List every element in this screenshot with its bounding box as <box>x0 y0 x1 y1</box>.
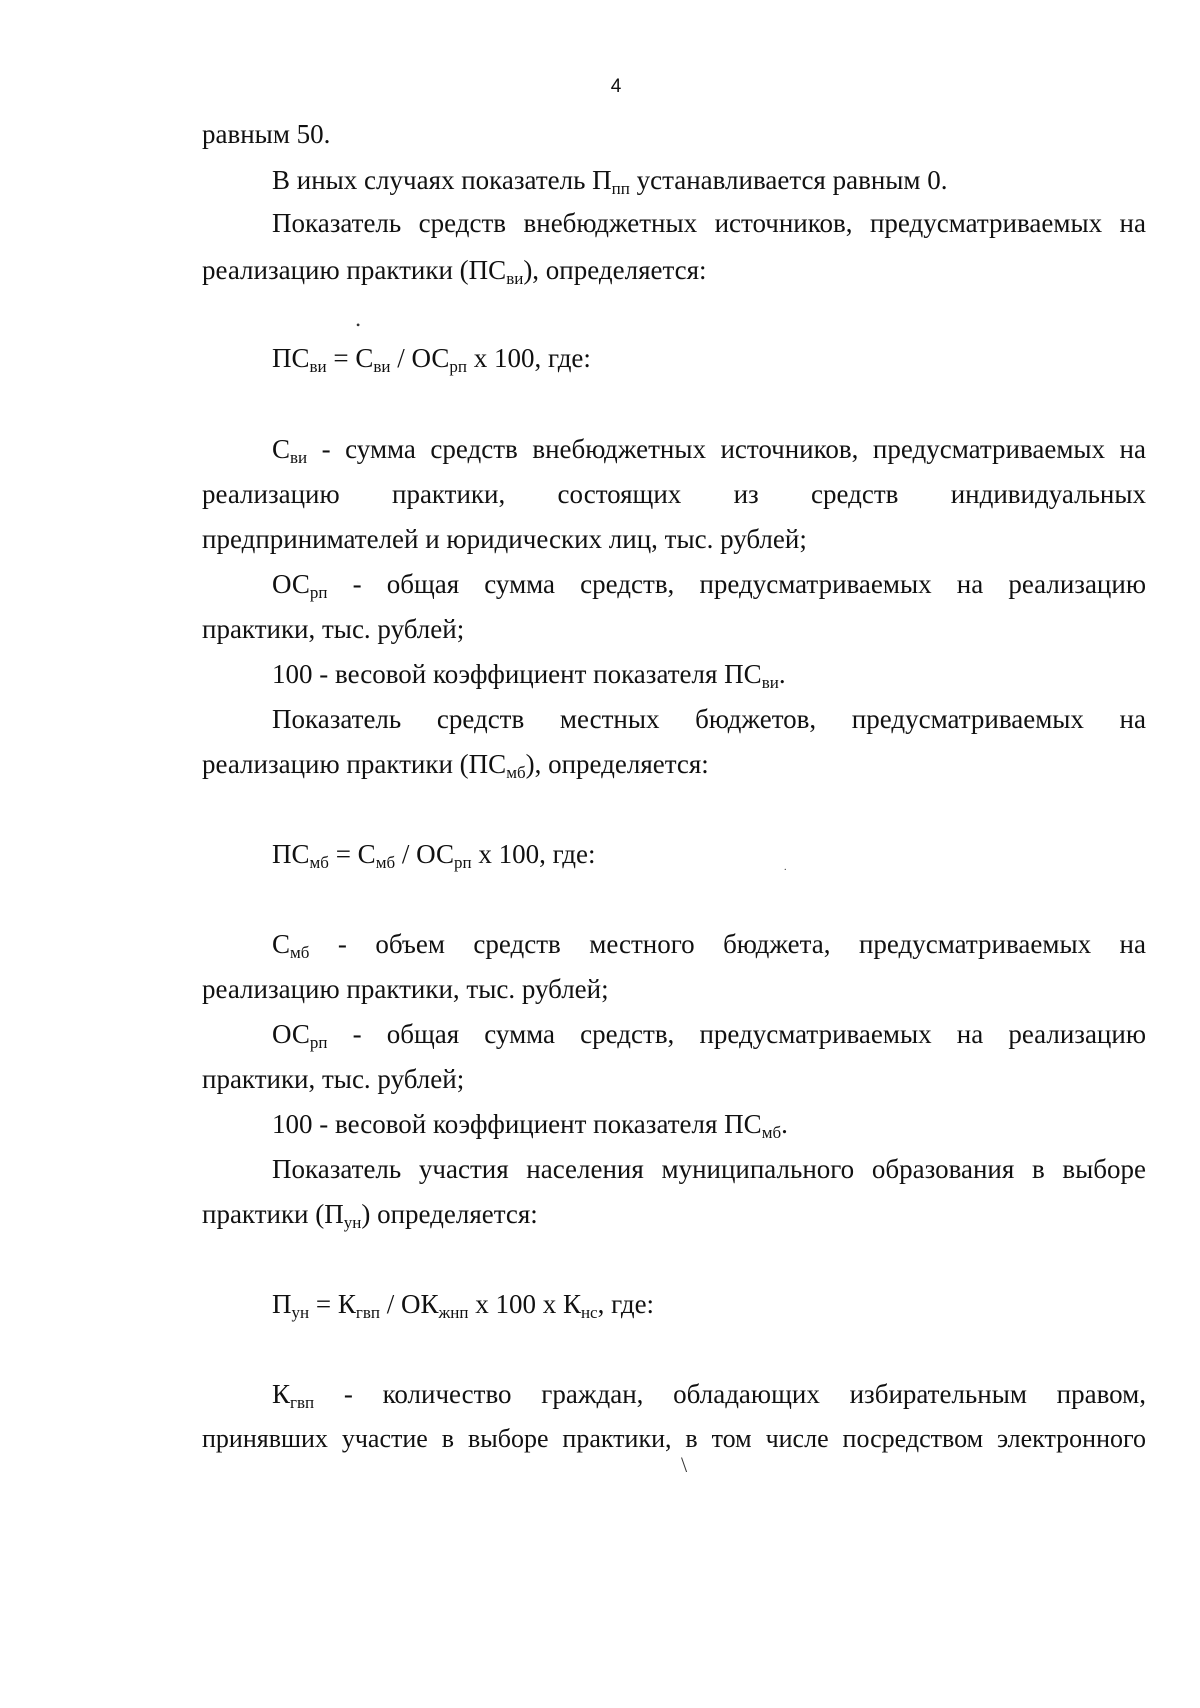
scan-speck: . <box>784 862 787 873</box>
formula-line: $П_{ун} = К_{гвп} / ОК_{жнп}$ х 100 х $К_{нс}$, где: <box>272 1289 655 1322</box>
scan-speck: • <box>356 318 361 332</box>
text-line: Показатель средств местных бюджетов, предусматриваемых на <box>272 704 1146 734</box>
text-line: В иных случаях показатель $П_{пп}$ устанавливается равным 0. <box>272 165 948 198</box>
text-line: реализацию практики, состоящих из средств индивидуальных <box>202 479 1146 509</box>
formula-line: $ПС_{ви} = С_{ви} / ОС_{рп}$ х 100, где: <box>272 343 591 376</box>
text-line: $К_{гвп}$ - количество граждан, обладающих избирательным правом, <box>272 1379 1146 1412</box>
text-line: 100 - весовой коэффициент показателя $ПС_{мб}$. <box>272 1109 788 1142</box>
text-line: $С_{ви}$ - сумма средств внебюджетных источников, предусматриваемых на <box>272 434 1146 467</box>
text-line: практики, тыс. рублей; <box>202 614 465 644</box>
text-line: практики, тыс. рублей; <box>202 1064 465 1094</box>
text-line: Показатель средств внебюджетных источников, предусматриваемых на <box>272 208 1146 238</box>
text-line: реализацию практики $(ПС_{мб})$, определяется: <box>202 749 709 782</box>
formula-line: $ПС_{мб} = С_{мб} / ОС_{рп}$ х 100, где: <box>272 839 596 872</box>
text-line: Показатель участия населения муниципального образования в выборе <box>272 1154 1146 1184</box>
text-line: $С_{мб}$ - объем средств местного бюджета, предусматриваемых на <box>272 929 1146 962</box>
text-line: $ОС_{рп}$ - общая сумма средств, предусматриваемых на реализацию <box>272 569 1146 602</box>
text-line: принявших участие в выборе практики, в том числе посредством электронного <box>202 1424 1146 1453</box>
scan-speck: \ <box>681 1452 688 1477</box>
page-number: 4 <box>610 76 622 97</box>
text-line: реализацию практики, тыс. рублей; <box>202 974 609 1004</box>
text-line: реализацию практики $(ПС_{ви})$, определяется: <box>202 255 707 288</box>
text-line: равным 50. <box>202 119 331 149</box>
text-line: 100 - весовой коэффициент показателя $ПС_{ви}$. <box>272 659 786 692</box>
text-line: $ОС_{рп}$ - общая сумма средств, предусматриваемых на реализацию <box>272 1019 1146 1052</box>
text-line: практики $(П_{ун})$ определяется: <box>202 1199 538 1232</box>
text-line: предпринимателей и юридических лиц, тыс. рублей; <box>202 524 807 554</box>
